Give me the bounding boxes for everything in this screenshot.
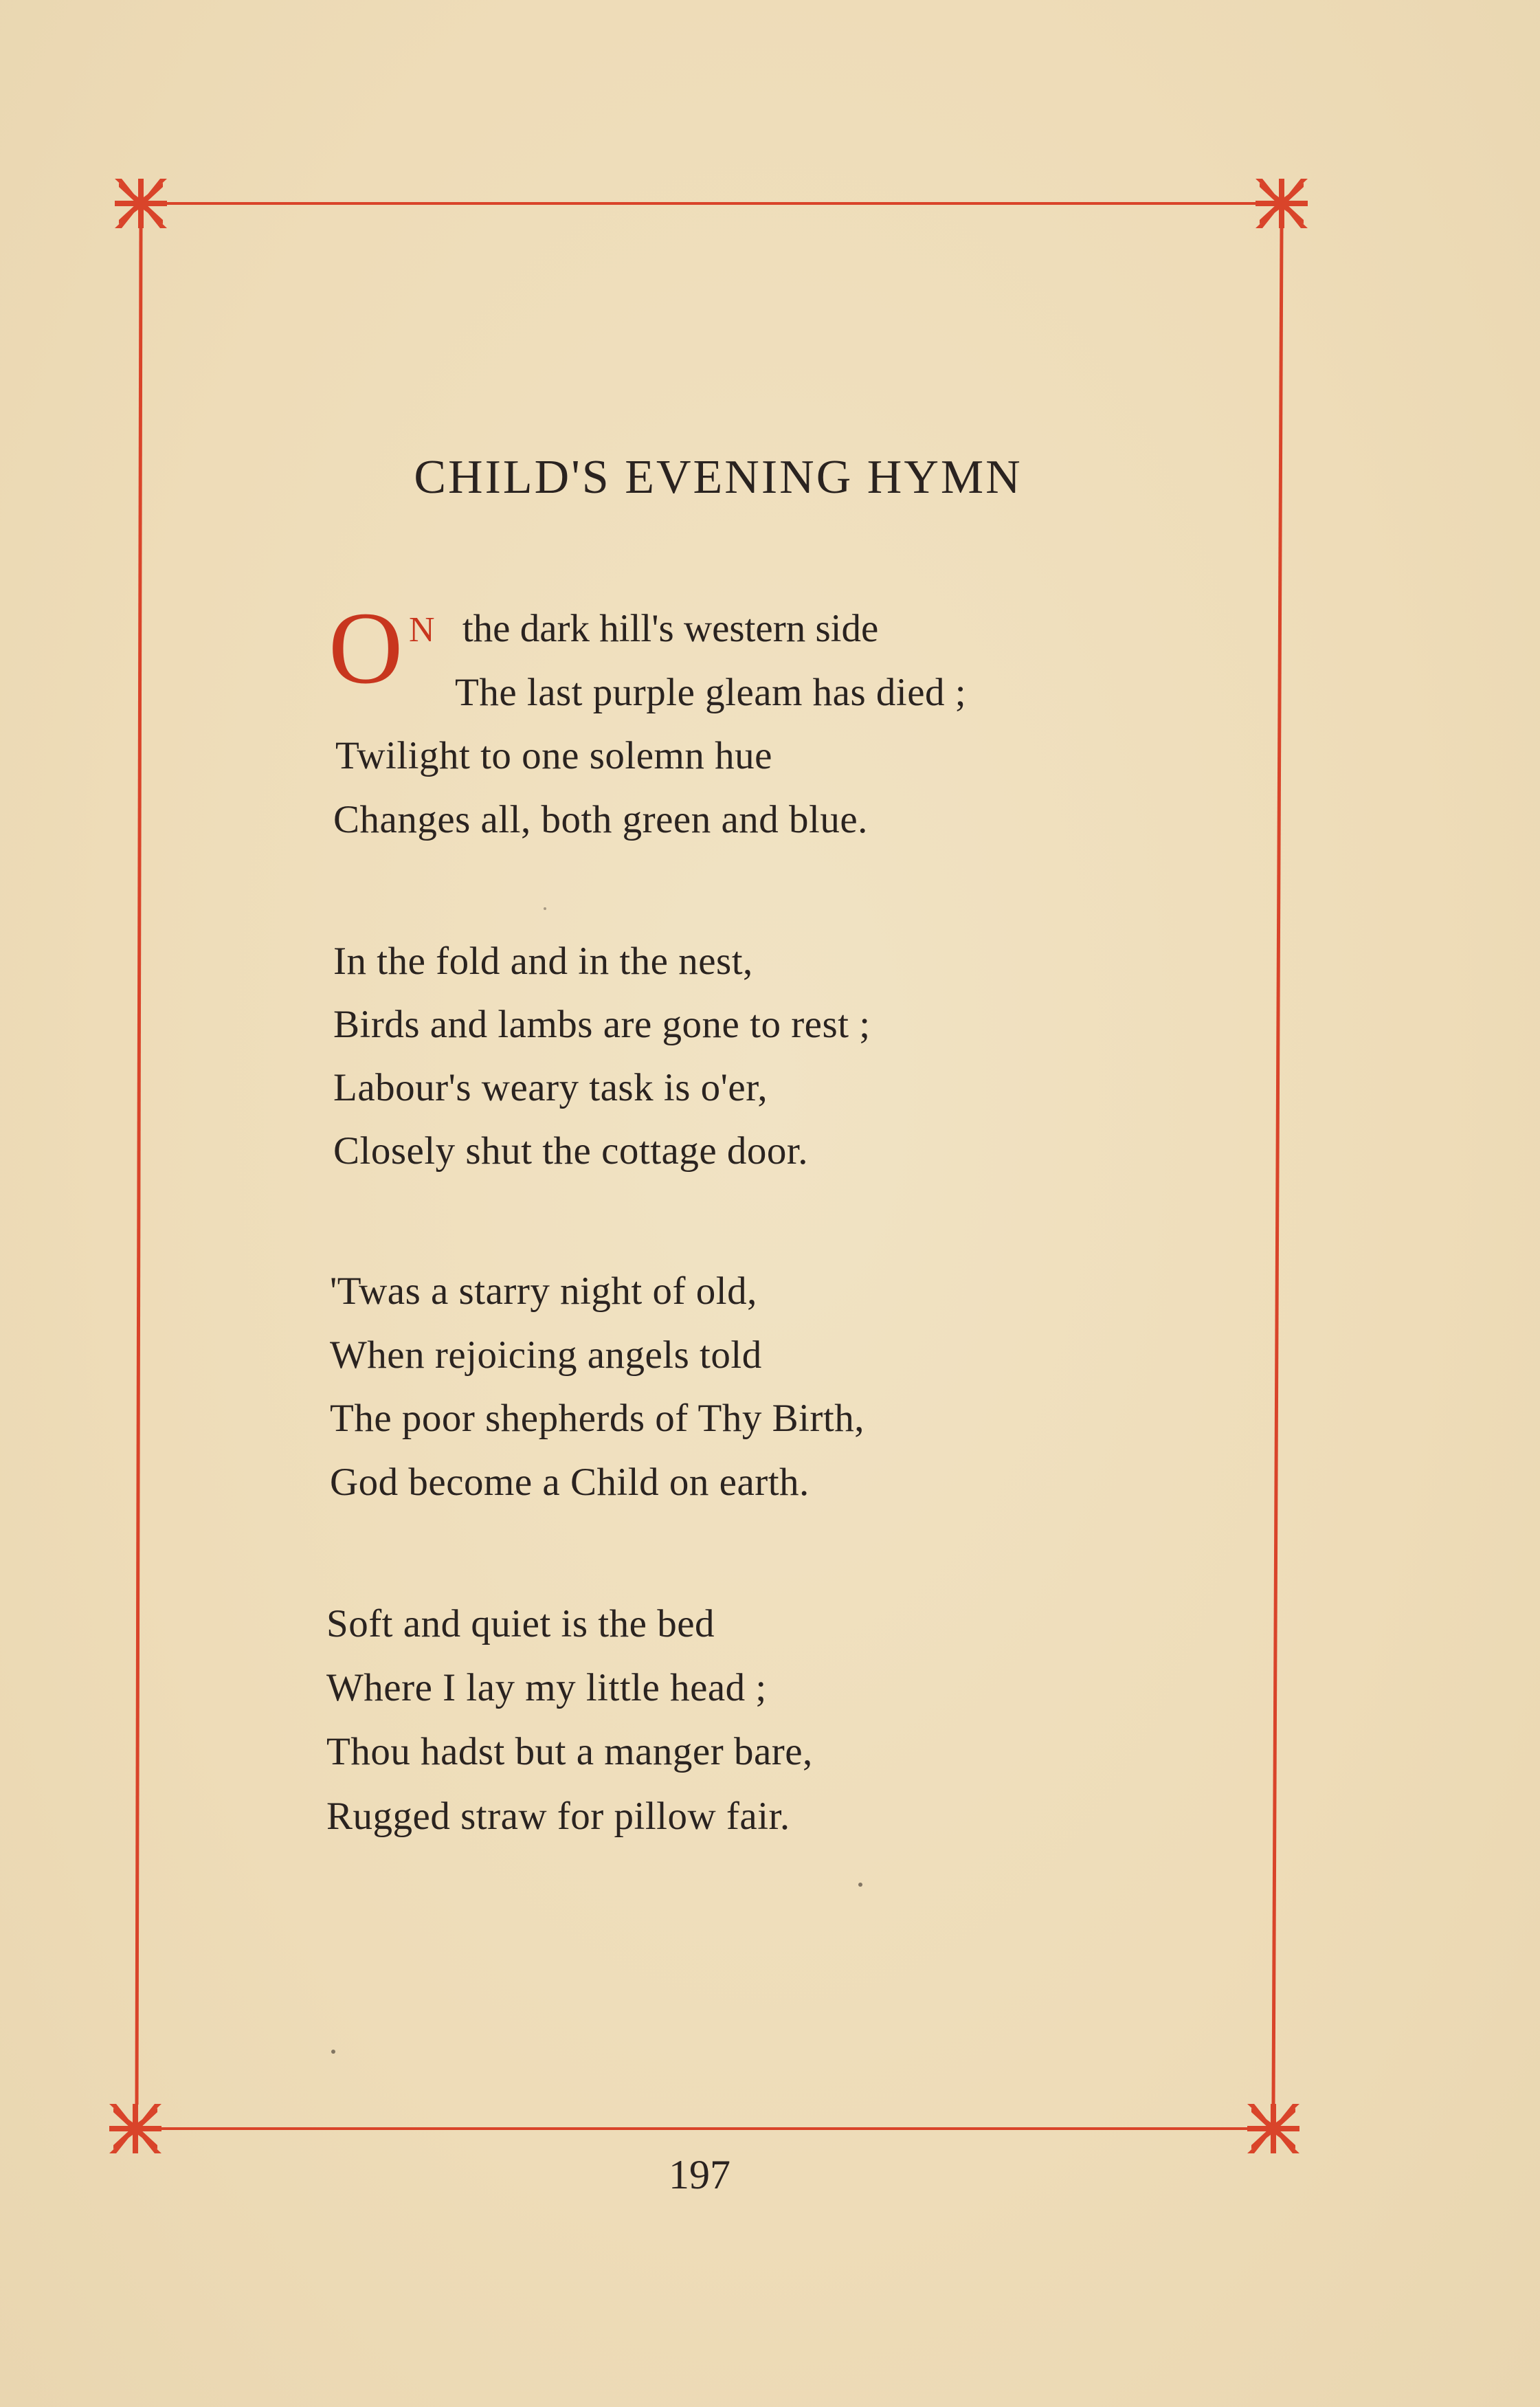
poem-line: Labour's weary task is o'er, — [333, 1066, 768, 1109]
left-rule — [137, 227, 141, 2105]
poem-line: Closely shut the cottage door. — [333, 1129, 808, 1173]
poem-line — [409, 606, 878, 651]
poem-line: Where I lay my little head ; — [326, 1666, 767, 1709]
page-number: 197 — [669, 2152, 730, 2197]
poem-line: The poor shepherds of Thy Birth, — [330, 1397, 864, 1440]
poem-line: In the fold and in the nest, — [333, 940, 753, 983]
page-title: CHILD'S EVENING HYMN — [414, 451, 1023, 504]
poem-line: Changes all, both green and blue. — [333, 798, 868, 841]
maltese-cross-icon — [1256, 179, 1308, 228]
poem-line: The last purple gleam has died ; — [455, 671, 967, 714]
poem-line: Rugged straw for pillow fair. — [326, 1795, 790, 1838]
poem-line: When rejoicing angels told — [330, 1333, 762, 1377]
poem-line: Thou hadst but a manger bare, — [326, 1730, 813, 1773]
maltese-cross-icon — [109, 2104, 161, 2153]
poem-line-text: the dark hill's western side — [462, 607, 879, 650]
drop-cap: O — [328, 591, 403, 705]
maltese-cross-icon — [115, 179, 167, 228]
maltese-cross-icon — [1247, 2104, 1299, 2153]
poem-line: God become a Child on earth. — [330, 1461, 810, 1504]
poem-line: Birds and lambs are gone to rest ; — [333, 1003, 871, 1046]
right-rule — [1273, 227, 1282, 2105]
poem-line: 'Twas a starry night of old, — [330, 1269, 757, 1313]
drop-cap-continuation: N — [409, 610, 435, 650]
poem-line: Twilight to one solemn hue — [335, 734, 772, 777]
poem-line: Soft and quiet is the bed — [326, 1602, 715, 1645]
